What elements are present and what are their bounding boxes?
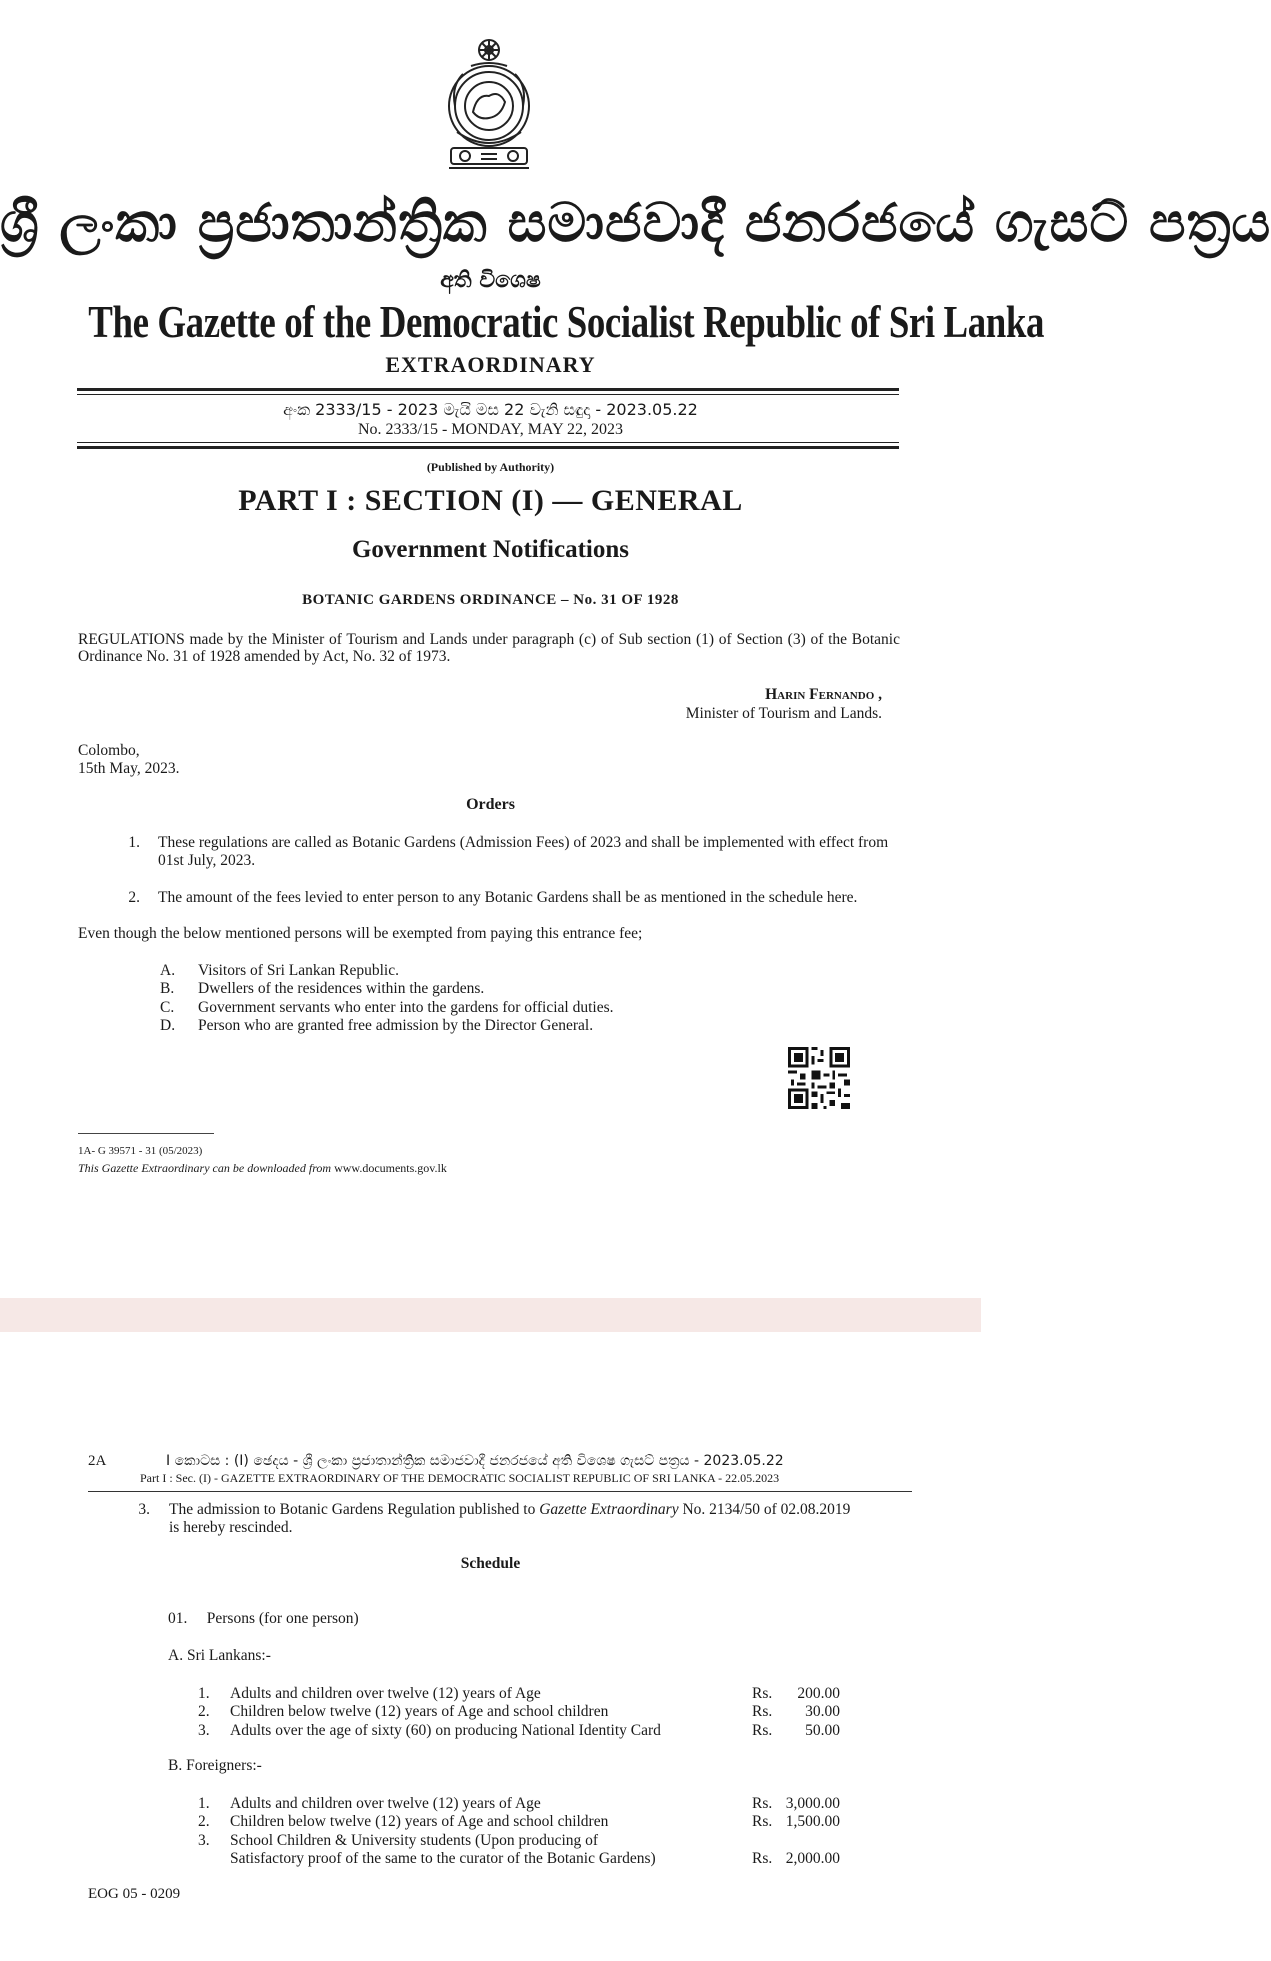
table-row: 1. Adults and children over twelve (12) years of Age Rs. 3,000.00 xyxy=(198,1795,840,1812)
masthead-rule-bottom-thin xyxy=(77,442,899,443)
footnote-divider xyxy=(78,1133,214,1134)
schedule-category: 01. Persons (for one person) xyxy=(168,1610,359,1627)
download-footnote: This Gazette Extraordinary can be downloaded from www.documents.gov.lk xyxy=(78,1161,447,1175)
masthead-rule-bottom xyxy=(77,446,899,449)
running-header-rule xyxy=(88,1491,912,1492)
schedule-heading: Schedule xyxy=(460,1555,521,1572)
table-row: 2. Children below twelve (12) years of Age and school children Rs. 1,500.00 xyxy=(198,1813,840,1830)
group-sri-lankans: A. Sri Lankans:- xyxy=(168,1647,271,1664)
table-row: 3. Adults over the age of sixty (60) on producing National Identity Card Rs. 50.00 xyxy=(198,1722,840,1739)
published-by-authority: (Published by Authority) xyxy=(426,460,555,474)
table-row: 2. Children below twelve (12) years of Age and school children Rs. 30.00 xyxy=(198,1703,840,1720)
sinhala-masthead-title: ශ්‍රී ලංකා ප්‍රජාතාන්ත්‍රික සමාජවාදී ජනරජයේ ගැසට් පත්‍රය xyxy=(0,191,1271,254)
signatory-name: Harin Fernando , xyxy=(765,686,882,703)
order-item: 1. These regulations are called as Botanic Gardens (Admission Fees) of 2023 and shall be implemented with effect from 01st July, 2023. xyxy=(128,834,889,869)
part-title: PART I : SECTION (I) — GENERAL xyxy=(238,484,743,517)
place: Colombo, xyxy=(78,742,140,759)
regulations-intro: REGULATIONS made by the Minister of Tourism and Lands under paragraph (c) of Sub section (1) of Section (3) of the Botanic Ordinance No. 31 of 1928 amended by Act, No. 32 of 1973. xyxy=(78,631,900,665)
signatory-title: Minister of Tourism and Lands. xyxy=(685,705,882,722)
order-item: 2. The amount of the fees levied to enter person to any Botanic Gardens shall be as mentioned in the schedule here. xyxy=(128,889,858,906)
qr-code-icon xyxy=(788,1047,850,1109)
table-row: 3. School Children & University students (Upon producing of Satisfactory proof of the same to the curator of the Botanic Gardens) Rs. 2,000.00 xyxy=(198,1832,840,1867)
running-header-sinhala: I කොටස : (I) ඡෙදය - ශ්‍රී ලංකා ප්‍රජාතාන්ත්‍රික සමාජවාදී ජනරජයේ අති විශෙෂ ගැසට් පත්‍රය - 2023.05.22 xyxy=(166,1453,784,1469)
table-row: 1. Adults and children over twelve (12) years of Age Rs. 200.00 xyxy=(198,1685,840,1702)
footnote-code: 1A- G 39571 - 31 (05/2023) xyxy=(78,1145,203,1157)
order-item-3: 3. The admission to Botanic Gardens Regulation published to Gazette Extraordinary No. 2134/50 of 02.08.2019 is hereby rescinded. xyxy=(138,1501,851,1536)
masthead-rule-top-thin xyxy=(77,394,899,395)
date: 15th May, 2023. xyxy=(78,760,180,777)
issue-line-english: No. 2333/15 - MONDAY, MAY 22, 2023 xyxy=(357,421,624,438)
exemption-intro: Even though the below mentioned persons will be exempted from paying this entrance fee; xyxy=(78,925,643,942)
page-number: 2A xyxy=(88,1453,107,1469)
section-title: Government Notifications xyxy=(351,536,630,563)
exemption-list: A. Visitors of Sri Lankan Republic. B. Dwellers of the residences within the gardens. C. Government servants who enter into the gardens for official duties. D. Person who are granted free admission by the Director General. xyxy=(160,962,614,1034)
issue-line-sinhala: අංක 2333/15 - 2023 මැයි මස 22 වැනි සඳුදා - 2023.05.22 xyxy=(283,400,698,419)
group-foreigners: B. Foreigners:- xyxy=(168,1757,262,1774)
download-url-link[interactable]: www.documents.gov.lk xyxy=(334,1161,447,1175)
sri-lankans-fee-table xyxy=(190,1685,850,1741)
extraordinary-label: EXTRAORDINARY xyxy=(385,352,596,377)
sri-lanka-emblem-icon xyxy=(441,36,537,174)
running-header-english: Part I : Sec. (I) - GAZETTE EXTRAORDINARY OF THE DEMOCRATIC SOCIALIST REPUBLIC OF SRI LANKA - 22.05.2023 xyxy=(140,1471,780,1485)
ordinance-title: BOTANIC GARDENS ORDINANCE – No. 31 OF 1928 xyxy=(302,592,679,608)
english-masthead-title: The Gazette of the Democratic Socialist Republic of Sri Lanka xyxy=(88,297,1045,347)
orders-heading: Orders xyxy=(466,796,515,813)
page-separator xyxy=(0,1298,981,1332)
foreigners-fee-table xyxy=(190,1795,850,1871)
footer-code: EOG 05 - 0209 xyxy=(88,1886,181,1902)
sinhala-extraordinary-label: අති විශෙෂ xyxy=(440,268,541,293)
masthead-rule-top xyxy=(77,388,899,391)
